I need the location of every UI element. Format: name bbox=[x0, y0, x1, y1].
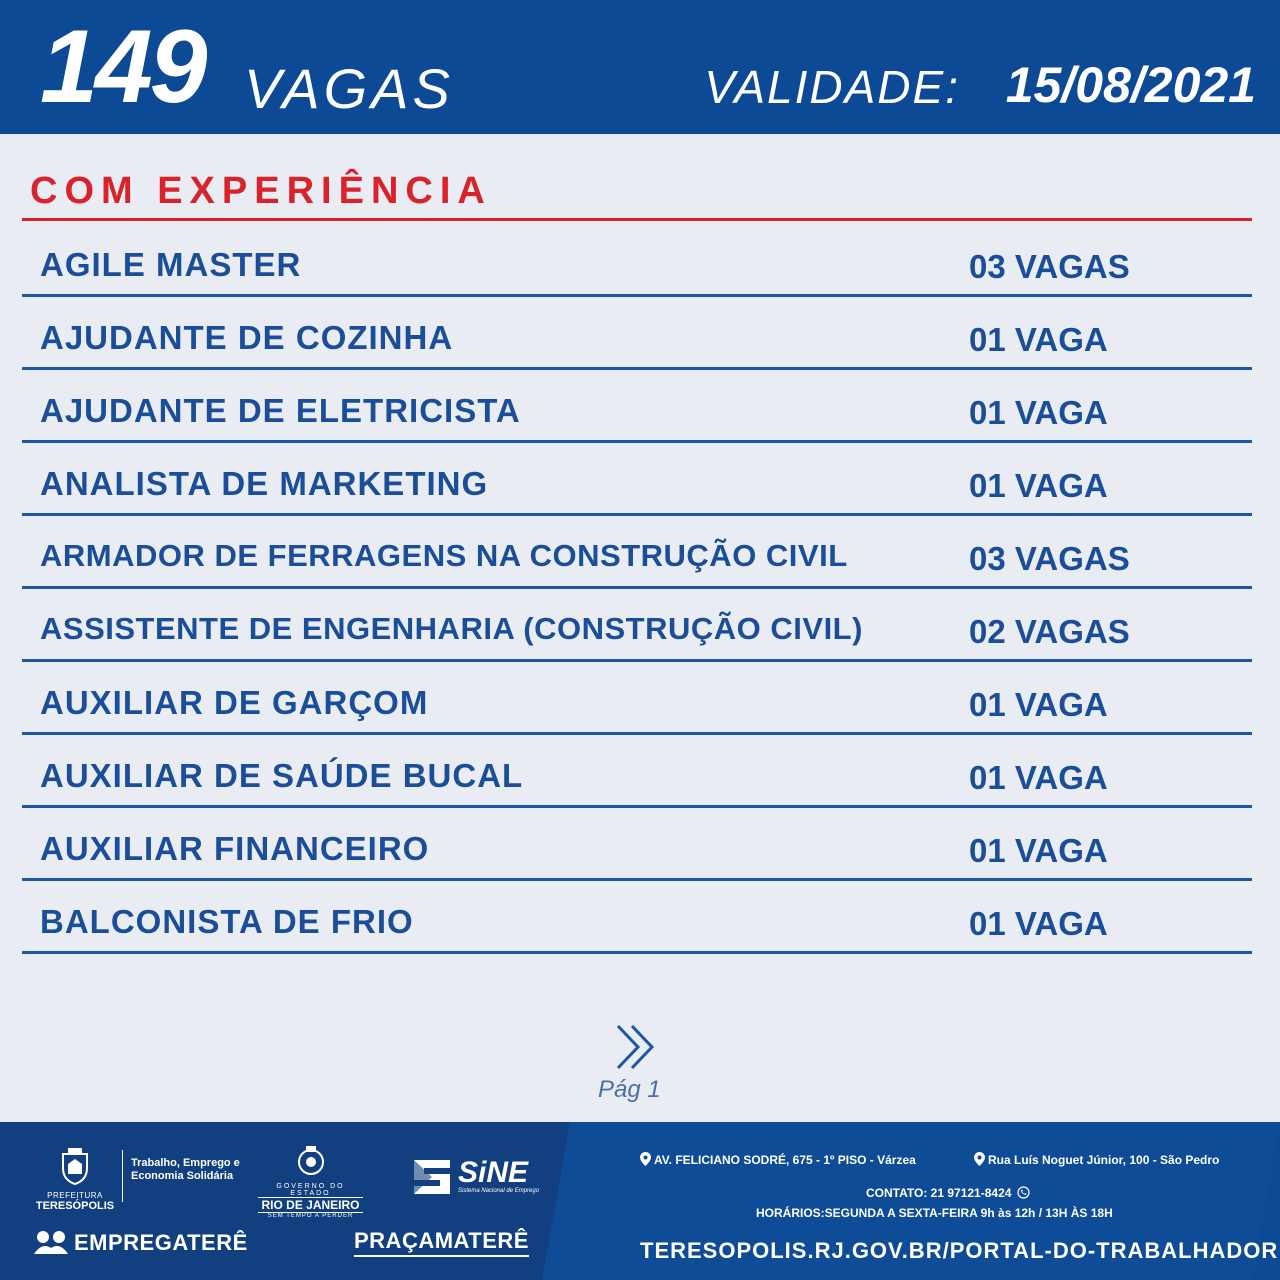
sine-subtitle: Sistema Nacional de Emprego bbox=[458, 1188, 540, 1194]
footer bbox=[0, 1122, 1280, 1280]
job-vacancies: 01 VAGA bbox=[969, 467, 1108, 504]
sine-name: SiNE bbox=[458, 1156, 529, 1189]
job-title: ARMADOR DE FERRAGENS NA CONSTRUÇÃO CIVIL bbox=[40, 538, 848, 573]
empregatere-text: EMPREGATERÊ bbox=[74, 1230, 248, 1255]
secretaria-name: Trabalho, Emprego e Economia Solidária bbox=[131, 1157, 240, 1182]
job-row bbox=[22, 297, 1252, 370]
job-title: AUXILIAR FINANCEIRO bbox=[40, 830, 430, 867]
location-pin-icon bbox=[974, 1152, 985, 1166]
section-divider bbox=[22, 218, 1252, 221]
prefeitura-city: TERESÓPOLIS bbox=[35, 1200, 115, 1212]
contact-line bbox=[866, 1186, 1030, 1200]
job-title: ANALISTA DE MARKETING bbox=[40, 465, 489, 502]
validity-label: VALIDADE: bbox=[704, 61, 960, 113]
job-title: BALCONISTA DE FRIO bbox=[40, 903, 414, 940]
logo-divider bbox=[122, 1150, 123, 1202]
vacancy-count: 149 bbox=[40, 9, 205, 125]
vacancy-count-label: VAGAS bbox=[244, 57, 454, 120]
section-title: COM EXPERIÊNCIA bbox=[30, 170, 492, 212]
page-number: Pág 1 bbox=[598, 1076, 661, 1103]
contact-phone[interactable]: 21 97121-8424 bbox=[930, 1186, 1012, 1200]
job-vacancies: 01 VAGA bbox=[969, 394, 1108, 431]
portal-url[interactable]: TERESOPOLIS.RJ.GOV.BR/PORTAL-DO-TRABALHADOR bbox=[640, 1238, 1279, 1263]
address-1 bbox=[640, 1152, 916, 1167]
job-vacancies: 02 VAGAS bbox=[969, 613, 1130, 650]
prefeitura-label: PREFEITURA bbox=[47, 1191, 103, 1200]
job-row bbox=[22, 224, 1252, 297]
job-title: AGILE MASTER bbox=[40, 246, 302, 283]
job-title: AUXILIAR DE GARÇOM bbox=[40, 684, 429, 721]
job-vacancies: 03 VAGAS bbox=[969, 248, 1130, 285]
address-2-text: Rua Luís Noguet Júnior, 100 - São Pedro bbox=[988, 1153, 1220, 1167]
handshake-icon bbox=[32, 1230, 70, 1256]
job-row bbox=[22, 808, 1252, 881]
job-vacancies: 01 VAGA bbox=[969, 321, 1108, 358]
address-1-text: AV. FELICIANO SODRÉ, 675 - 1º PISO - Várzea bbox=[654, 1153, 916, 1167]
sine-mark-icon bbox=[410, 1158, 454, 1196]
job-row bbox=[22, 516, 1252, 589]
hours-value: SEGUNDA A SEXTA-FEIRA 9h às 12h / 13H ÀS 18H bbox=[824, 1206, 1113, 1220]
job-vacancies: 01 VAGA bbox=[969, 832, 1108, 869]
header-banner bbox=[0, 0, 1280, 134]
job-title: ASSISTENTE DE ENGENHARIA (CONSTRUÇÃO CIVIL) bbox=[40, 611, 863, 646]
job-title: AJUDANTE DE ELETRICISTA bbox=[40, 392, 521, 429]
whatsapp-icon bbox=[1017, 1186, 1030, 1199]
prefeitura-logo bbox=[30, 1146, 120, 1212]
job-list bbox=[22, 224, 1252, 954]
address-2 bbox=[974, 1152, 1219, 1167]
rj-line-2: RIO DE JANEIRO bbox=[258, 1197, 363, 1213]
job-vacancies: 03 VAGAS bbox=[969, 540, 1130, 577]
contact-label: CONTATO: bbox=[866, 1186, 928, 1200]
job-row bbox=[22, 370, 1252, 443]
job-row bbox=[22, 662, 1252, 735]
rj-line-3: SEM TEMPO A PERDER bbox=[267, 1213, 354, 1219]
job-title: AJUDANTE DE COZINHA bbox=[40, 319, 454, 356]
city-crest-icon bbox=[55, 1146, 95, 1186]
rj-line-1: GOVERNO DO ESTADO bbox=[276, 1183, 345, 1197]
job-row bbox=[22, 881, 1252, 954]
validity-date: 15/08/2021 bbox=[1005, 57, 1256, 113]
job-row bbox=[22, 589, 1252, 662]
hours-line bbox=[756, 1206, 1113, 1220]
rj-government-logo bbox=[258, 1144, 363, 1219]
sine-logo bbox=[410, 1158, 540, 1198]
location-pin-icon bbox=[640, 1152, 651, 1166]
job-vacancies: 01 VAGA bbox=[969, 905, 1108, 942]
job-vacancies: 01 VAGA bbox=[969, 759, 1108, 796]
job-title: AUXILIAR DE SAÚDE BUCAL bbox=[40, 757, 524, 794]
double-chevron-right-icon[interactable] bbox=[612, 1022, 662, 1072]
hours-label: HORÁRIOS: bbox=[756, 1206, 825, 1220]
job-row bbox=[22, 735, 1252, 808]
job-vacancies: 01 VAGA bbox=[969, 686, 1108, 723]
state-crest-icon bbox=[294, 1144, 328, 1178]
job-row bbox=[22, 443, 1252, 516]
pracamatere-logo: PRAÇAMATERÊ bbox=[354, 1228, 529, 1257]
